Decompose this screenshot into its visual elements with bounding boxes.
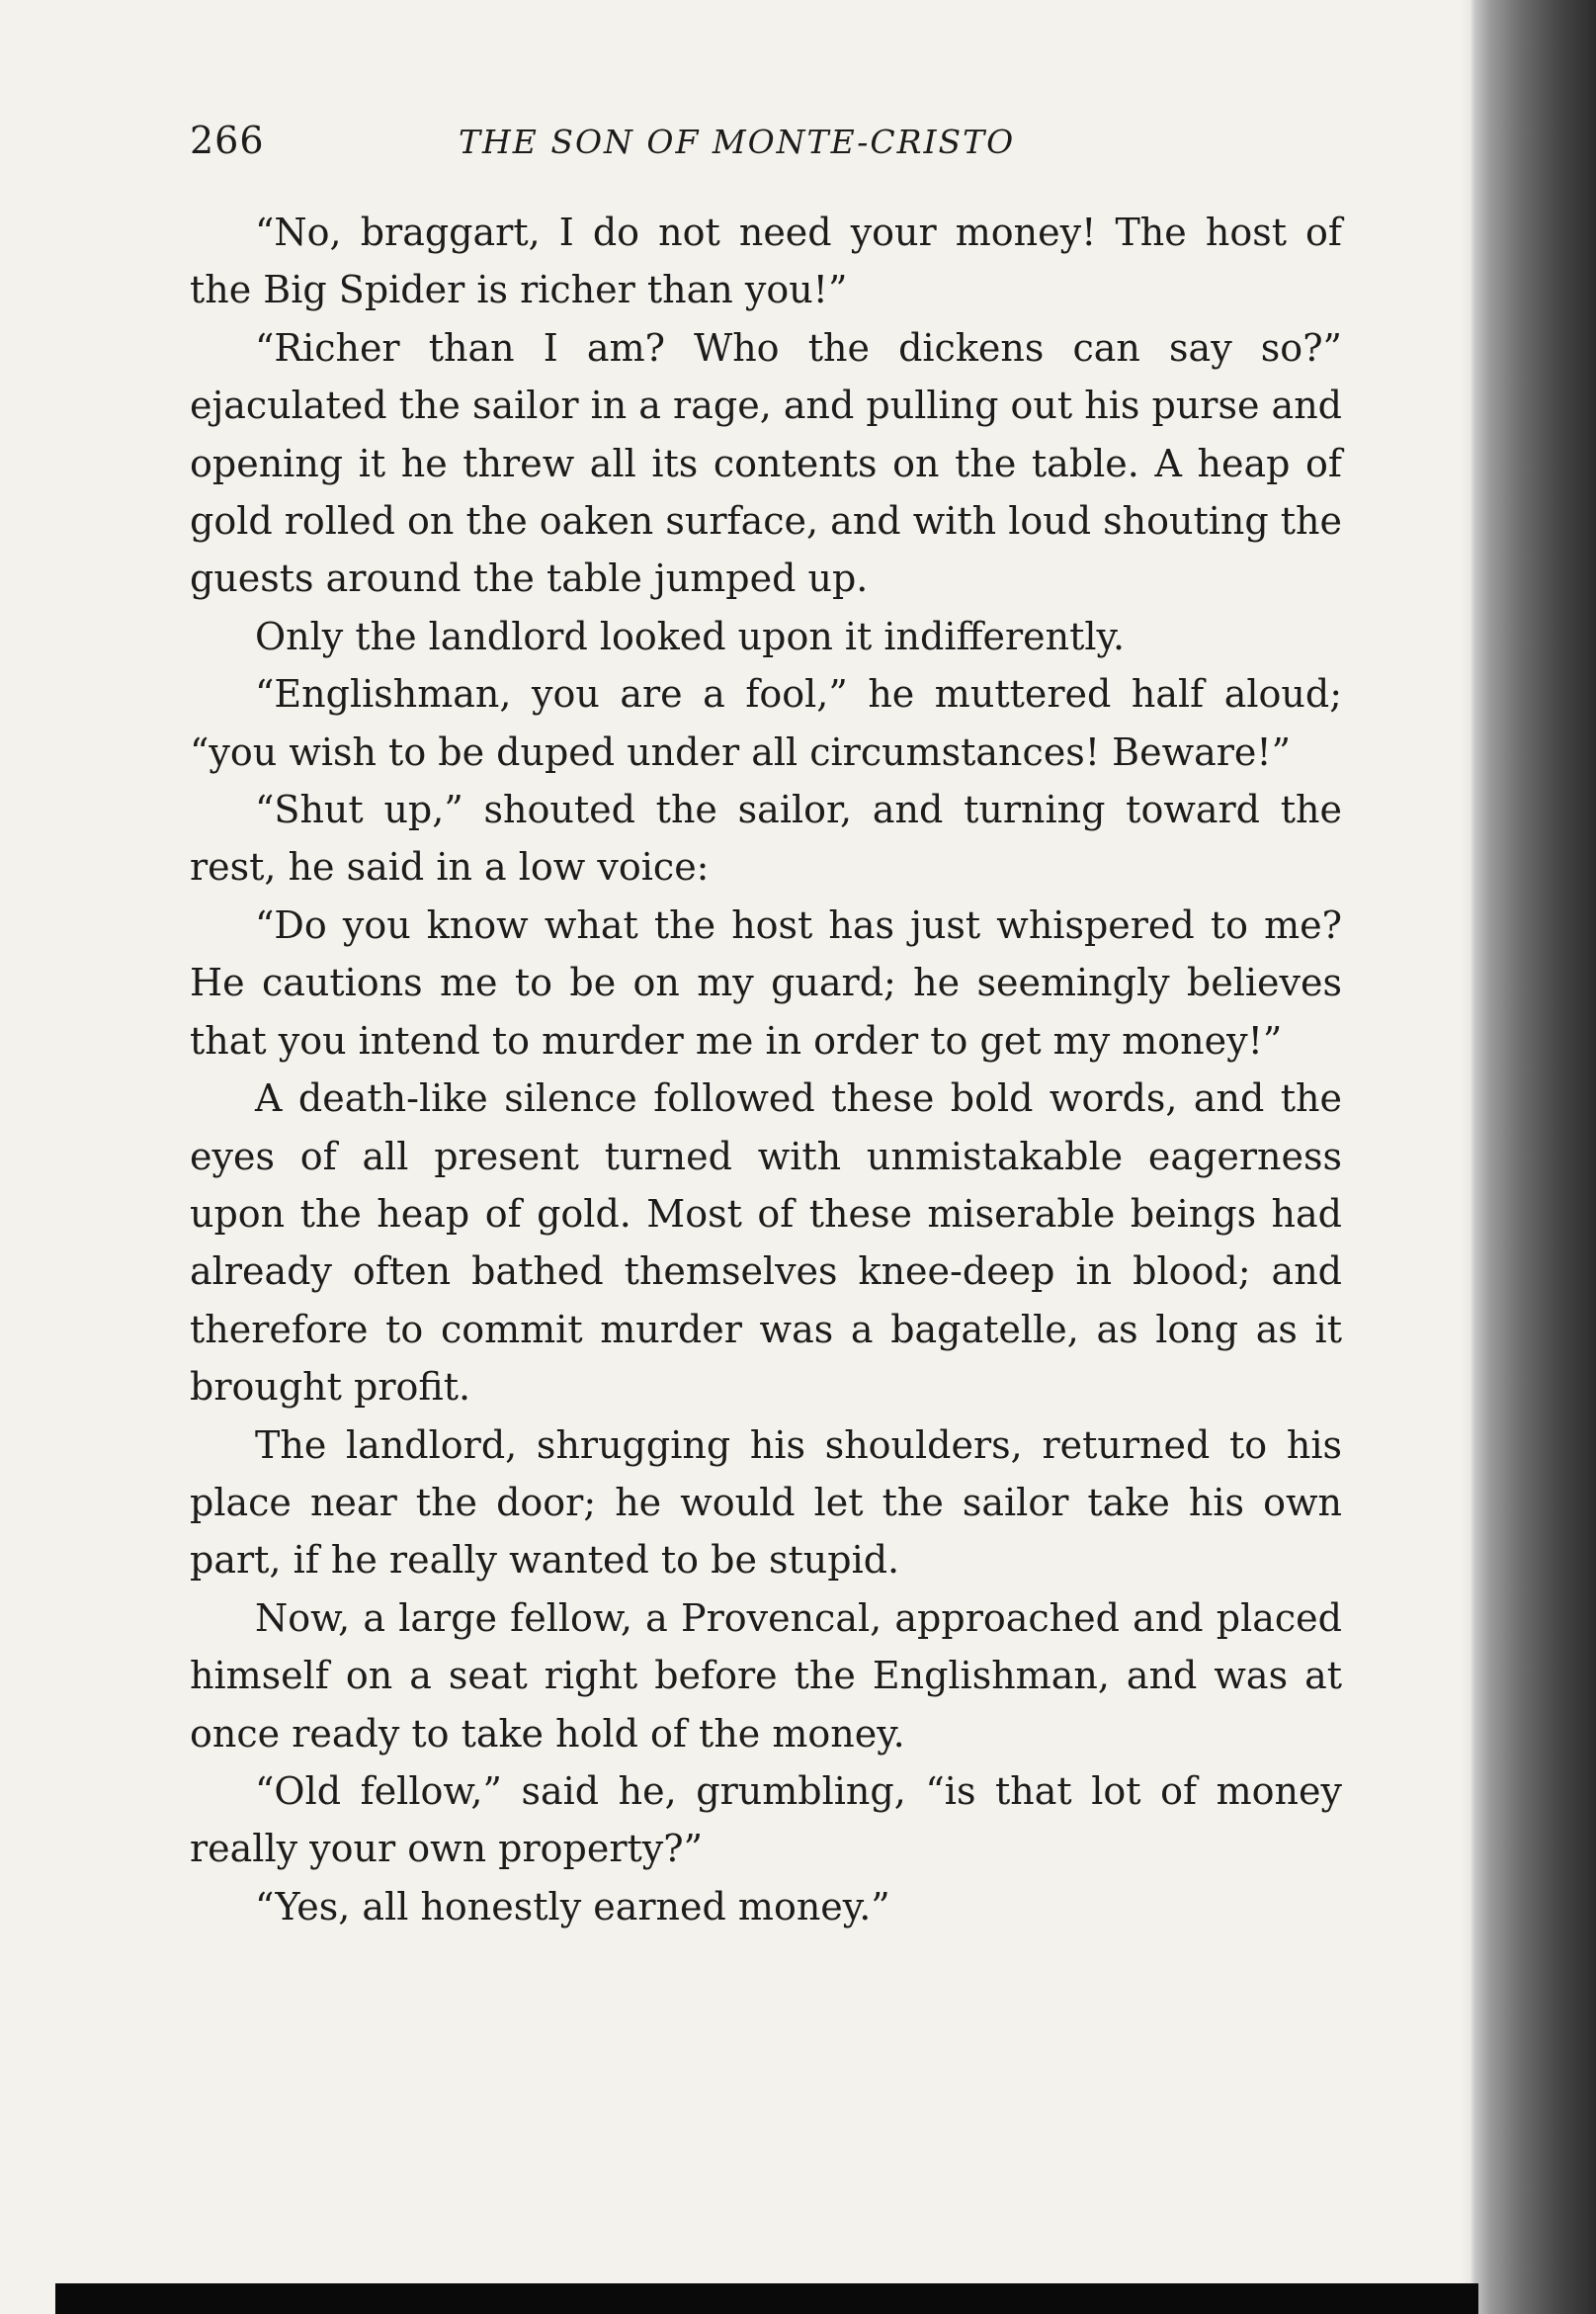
paragraph-6: “Do you know what the host has just whispered to me? He cautions me to be on my guard; he seemingly believes that you intend to murder me in order to get my money!”: [190, 902, 1342, 1063]
running-title: THE SON OF MONTE-CRISTO: [459, 123, 1016, 161]
paragraph-4: “Englishman, you are a fool,” he muttered half aloud; “you wish to be duped under all circumstances! Beware!”: [190, 672, 1342, 774]
paragraph-2: “Richer than I am? Who the dickens can say so?” ejaculated the sailor in a rage, and pulling out his purse and opening it he threw all its contents on the table. A heap of gold rolled on the oaken surface, and with loud shouting the guests around the table jumped up.: [190, 325, 1342, 601]
paragraph-3: Only the landlord looked upon it indifferently.: [255, 614, 1126, 658]
page-number: 266: [190, 119, 265, 162]
paragraph-5: “Shut up,” shouted the sailor, and turning toward the rest, he said in a low voice:: [190, 788, 1342, 890]
page-header: [190, 119, 1356, 178]
paragraph-1: “No, braggart, I do not need your money! The host of the Big Spider is richer than you!”: [190, 211, 1342, 312]
page-edge-shadow: [1461, 0, 1596, 2314]
body-text: [190, 204, 1342, 1935]
paragraph-8: The landlord, shrugging his shoulders, returned to his place near the door; he would let the sailor take his own part, if he really wanted to be stupid.: [190, 1422, 1342, 1583]
paragraph-11: “Yes, all honestly earned money.”: [255, 1884, 890, 1928]
bottom-scan-border: [55, 2283, 1478, 2314]
paragraph-10: “Old fellow,” said he, grumbling, “is that lot of money really your own property?”: [190, 1768, 1342, 1871]
paragraph-7: A death-like silence followed these bold words, and the eyes of all present turned with unmistakable eagerness upon the heap of gold. Most of these miserable beings had already often bathed themselves knee-deep in blood; and therefore to commit murder was a bagatelle, as long as it brought profit.: [190, 1076, 1342, 1410]
paragraph-9: Now, a large fellow, a Provencal, approached and placed himself on a seat right before the Englishman, and was at once ready to take hold of the money.: [190, 1595, 1342, 1756]
